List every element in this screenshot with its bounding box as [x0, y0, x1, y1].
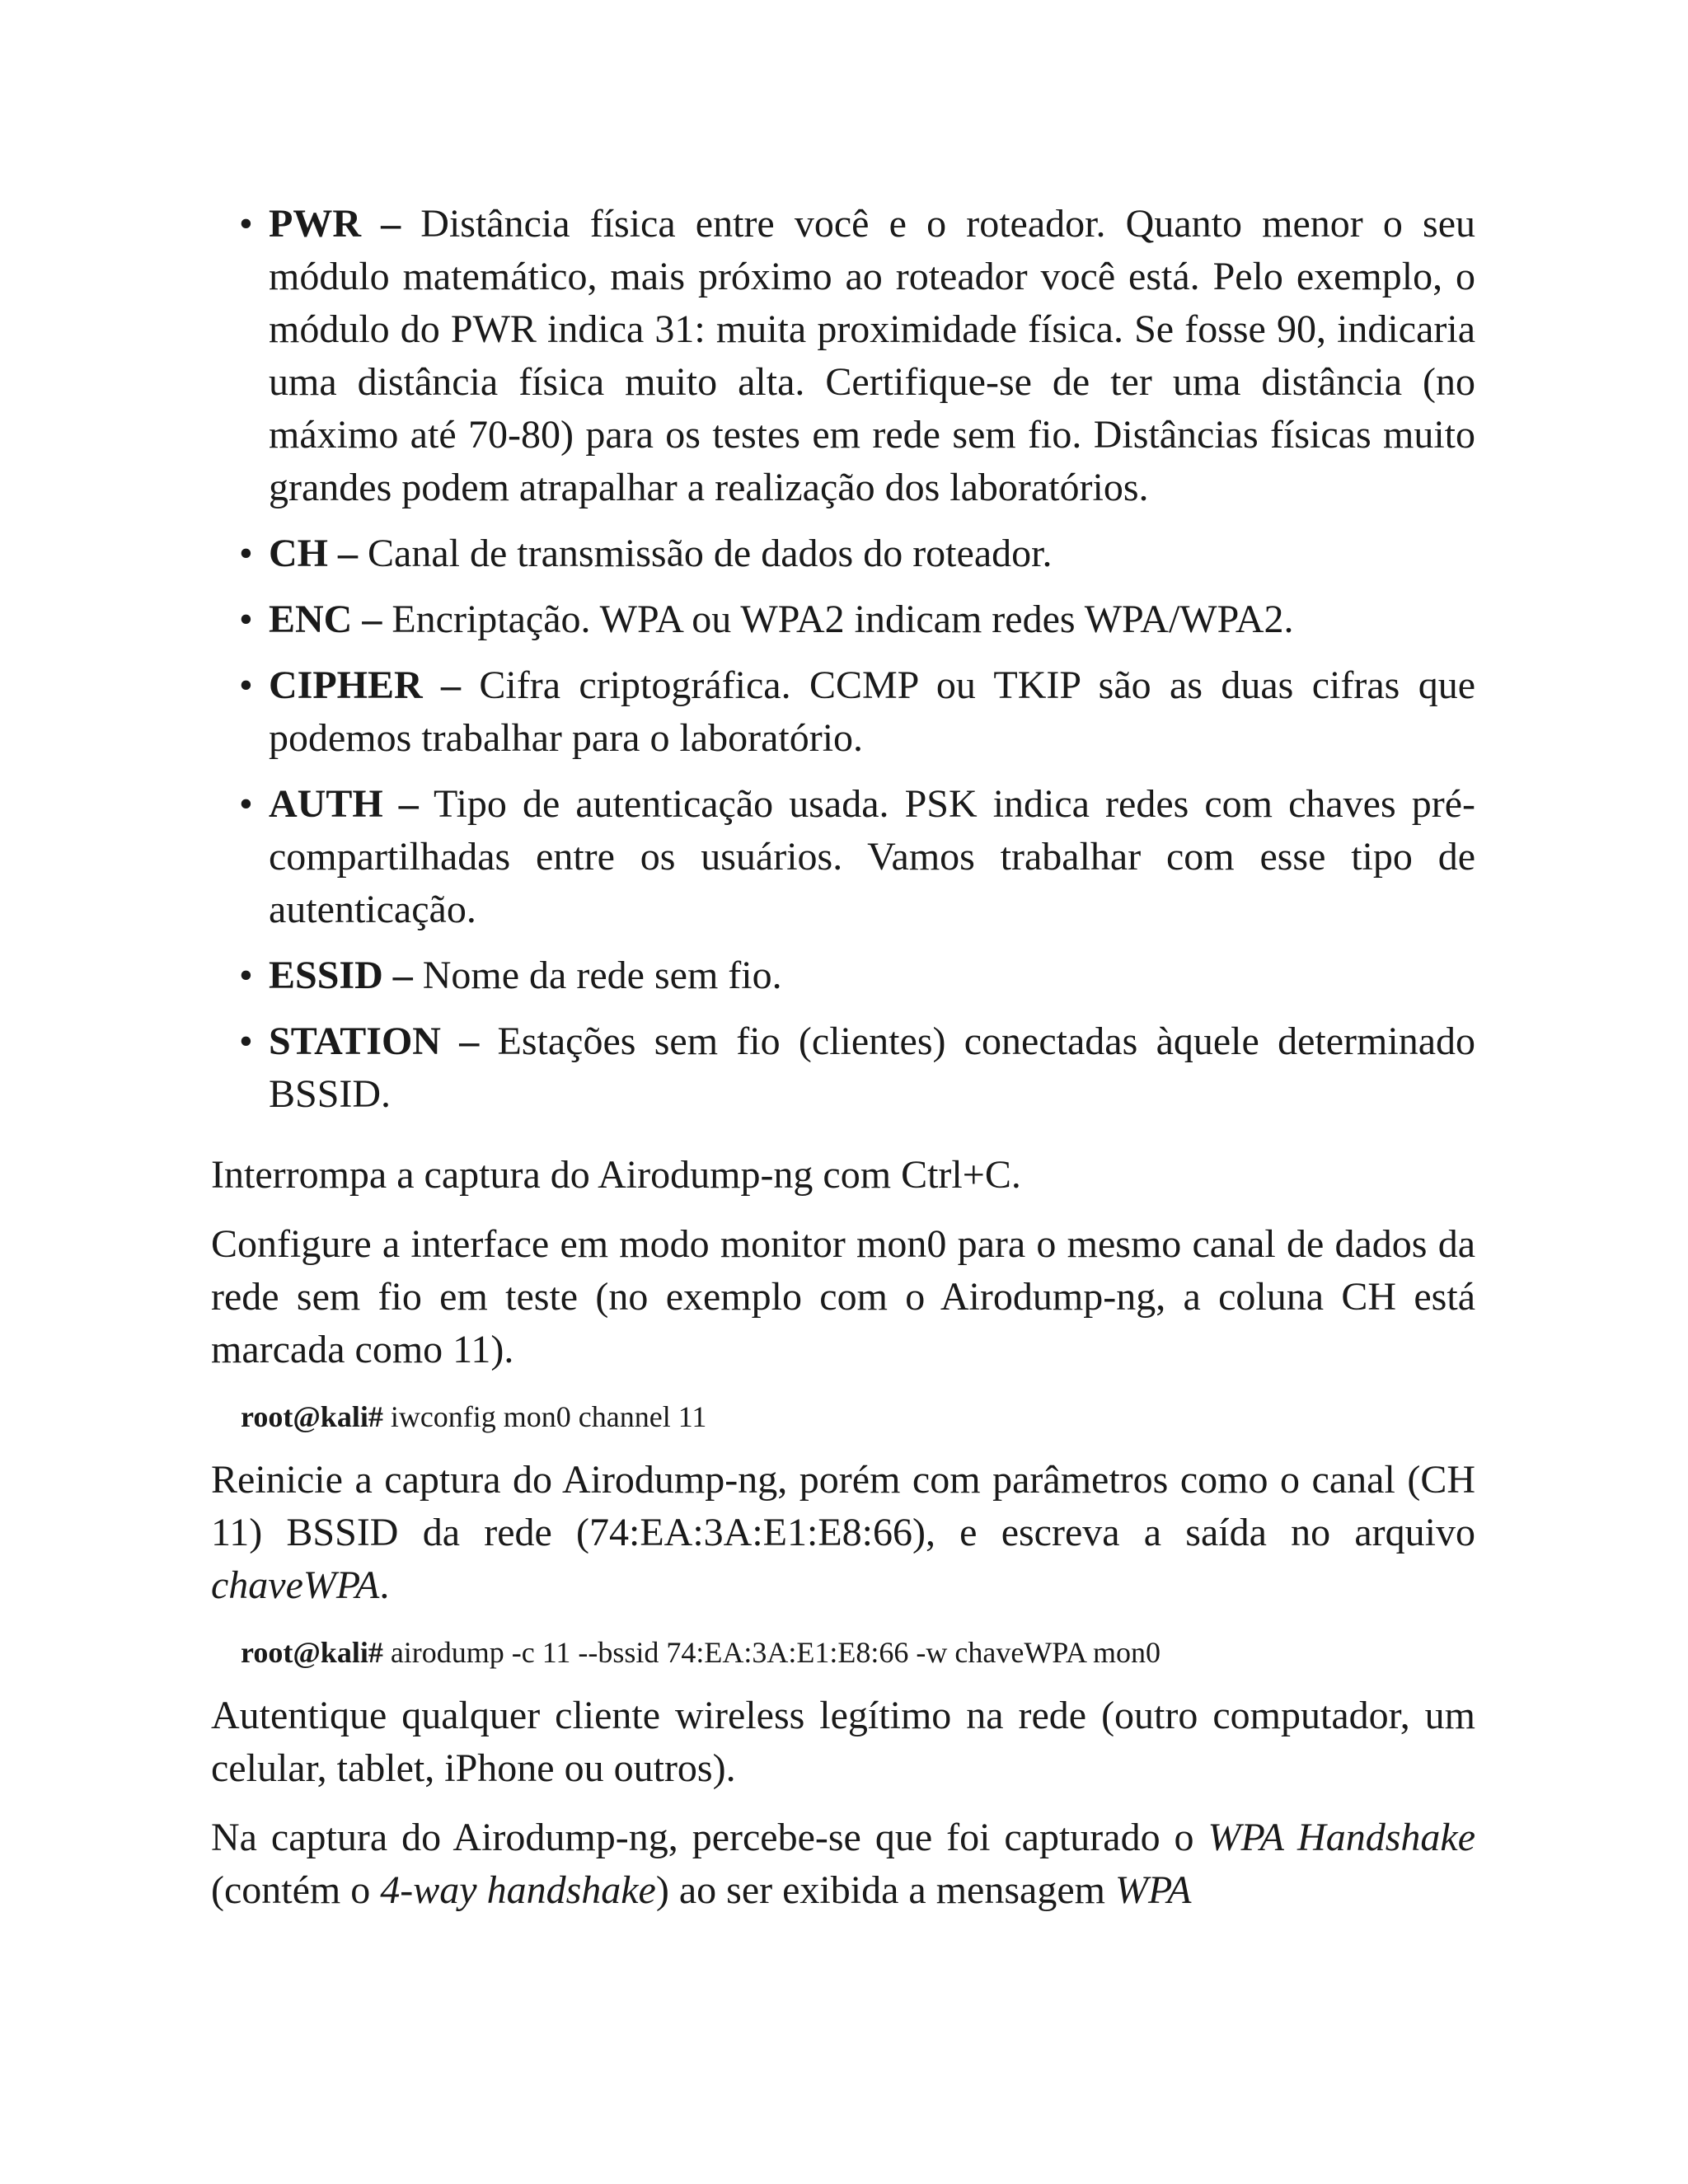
term-essid: ESSID – [269, 954, 413, 997]
bullet-icon: • [239, 202, 253, 246]
term-cipher: CIPHER – [269, 663, 462, 707]
paragraph-configure-channel: Configure a interface em modo monitor mon0 para o mesmo canal de dados da rede sem fio em teste (no exemplo com o Airodump-ng, a coluna CH está marcada como 11). [211, 1222, 1475, 1371]
paragraph-authenticate-client: Autentique qualquer cliente wireless legítimo na rede (outro computador, um celular, tablet, iPhone ou outros). [211, 1694, 1475, 1790]
paragraph-handshake [211, 1811, 1475, 1917]
document-page [211, 198, 1475, 1917]
list-item-ch [211, 527, 1475, 580]
definition-cipher: Cifra criptográfica. CCMP ou TKIP são as duas cifras que podemos trabalhar para o laboratório. [269, 663, 1475, 760]
bullet-icon: • [239, 532, 253, 575]
paragraph-text: (contém o [211, 1868, 381, 1912]
field-definition-list [211, 198, 1475, 1121]
paragraph-text: Reinicie a captura do Airodump-ng, porém com parâmetros como o canal (CH 11) BSSID da rede (74:EA:3A:E1:E8:66), e escreva a saída no arquivo [211, 1458, 1475, 1554]
list-item-auth [211, 778, 1475, 936]
term-wpa: WPA [1114, 1868, 1192, 1912]
list-item-station [211, 1015, 1475, 1121]
definition-ch: Canal de transmissão de dados do roteador. [358, 532, 1053, 575]
definition-station: Estações sem fio (clientes) conectadas àquele determinado BSSID. [269, 1019, 1475, 1116]
paragraph-restart-capture [211, 1454, 1475, 1612]
term-pwr: PWR – [269, 202, 401, 246]
term-enc: ENC – [269, 598, 382, 641]
list-item-cipher [211, 659, 1475, 765]
shell-prompt: root@kali# [241, 1400, 383, 1433]
bullet-icon: • [239, 663, 253, 707]
paragraph-end: . [379, 1563, 390, 1607]
command-airodump [241, 1632, 1475, 1673]
definition-auth: Tipo de autenticação usada. PSK indica redes com chaves pré-compartilhadas entre os usuários. Vamos trabalhar com esse tipo de autenticação. [269, 782, 1475, 931]
definition-essid: Nome da rede sem fio. [412, 954, 782, 997]
term-station: STATION – [269, 1019, 480, 1063]
list-item-essid [211, 949, 1475, 1002]
shell-prompt: root@kali# [241, 1636, 383, 1669]
filename-emphasis: chaveWPA [211, 1563, 380, 1607]
bullet-icon: • [239, 782, 253, 826]
definition-enc: Encriptação. WPA ou WPA2 indicam redes WPA/WPA2. [382, 598, 1294, 641]
bullet-icon: • [239, 954, 253, 997]
command-text: iwconfig mon0 channel 11 [382, 1400, 707, 1433]
term-wpa-handshake: WPA Handshake [1207, 1816, 1475, 1859]
definition-pwr: Distância física entre você e o roteador. Quanto menor o seu módulo matemático, mais próximo ao roteador você está. Pelo exemplo, o módulo do PWR indica 31: muita proximidade física. Se fosse 90, indicaria uma distância física muito alta. Certifique-se de ter uma distância (no máximo até 70-80) para os testes em rede sem fio. Distâncias físicas muito grandes podem atrapalhar a realização dos laboratórios. [269, 202, 1476, 509]
list-item-pwr [211, 198, 1475, 514]
list-item-enc [211, 593, 1475, 646]
paragraph-text: ) ao ser exibida a mensagem [655, 1868, 1115, 1912]
term-auth: AUTH – [269, 782, 419, 826]
paragraph-stop-capture: Interrompa a captura do Airodump-ng com Ctrl+C. [211, 1153, 1021, 1197]
paragraph-text: Na captura do Airodump-ng, percebe-se que foi capturado o [211, 1816, 1208, 1859]
command-iwconfig [241, 1396, 1475, 1437]
bullet-icon: • [239, 598, 253, 641]
bullet-icon: • [239, 1019, 253, 1063]
term-ch: CH – [269, 532, 358, 575]
term-4-way-handshake: 4-way handshake [380, 1868, 656, 1912]
command-text: airodump -c 11 --bssid 74:EA:3A:E1:E8:66 -w chaveWPA mon0 [382, 1636, 1161, 1669]
